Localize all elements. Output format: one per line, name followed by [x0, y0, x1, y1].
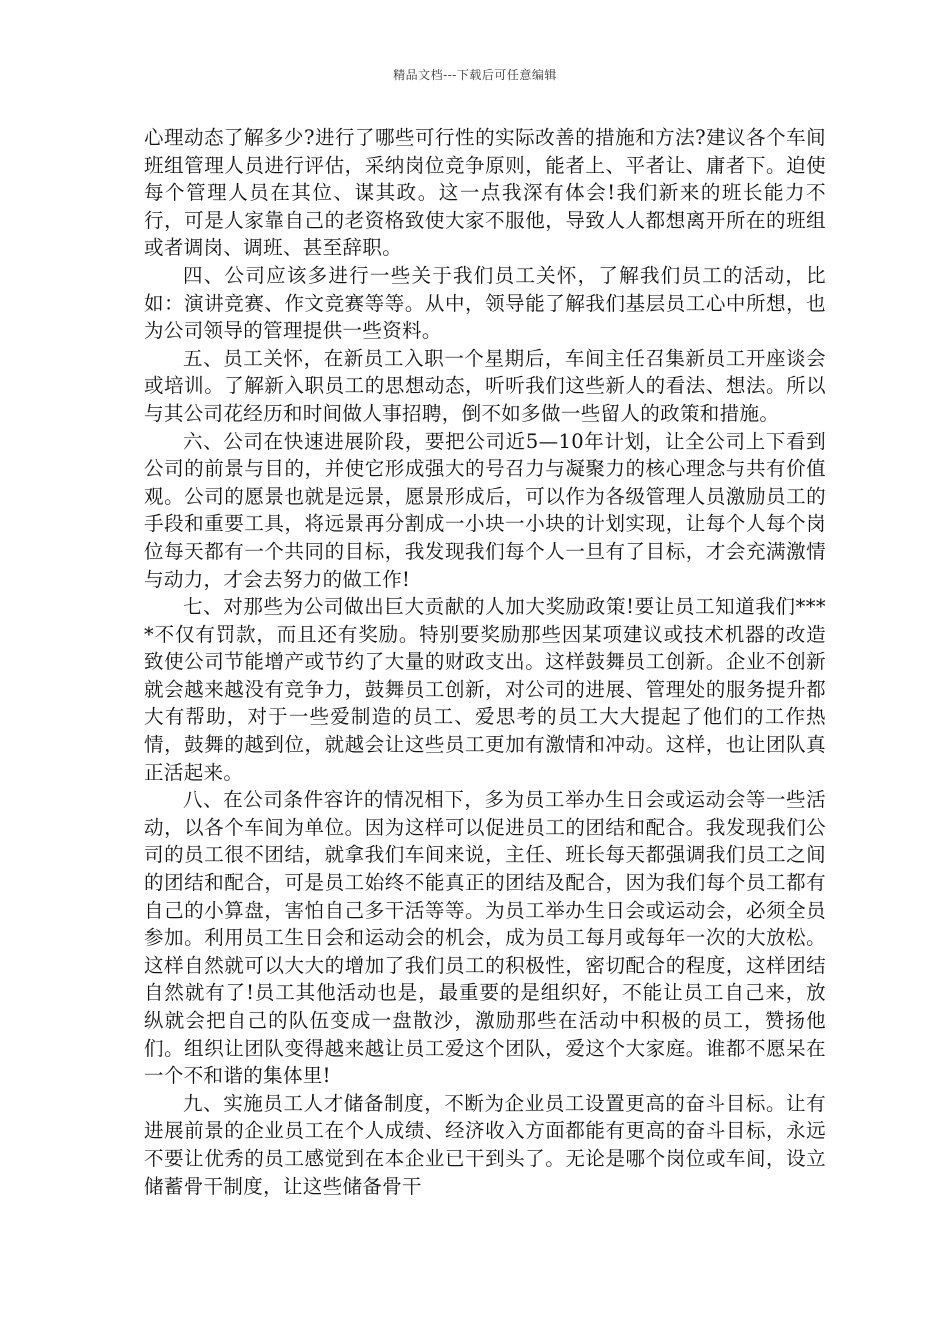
paragraph-continuation: 心理动态了解多少?进行了哪些可行性的实际改善的措施和方法?建议各个车间班组管理人员进行评估，采纳岗位竞争原则，能者上、平者让、庸者下。迫使每个管理人员在其位、谋其政。这一点我深有体会!我们新来的班长能力不行，可是人家靠自己的老资格致使大家不服他，导致人人都想离开所在的班组或者调岗、调班、甚至辞职。	[144, 126, 826, 260]
paragraph-item-5: 五、员工关怀，在新员工入职一个星期后，车间主任召集新员工开座谈会或培训。了解新入职员工的思想动态，听听我们这些新人的看法、想法。所以与其公司花经历和时间做人事招聘，倒不如多做一些留人的政策和措施。	[144, 346, 826, 425]
paragraph-item-8: 八、在公司条件容许的情况相下，多为员工举办生日会或运动会等一些活动，以各个车间为单位。因为这样可以促进员工的团结和配合。我发现我们公司的员工很不团结，就拿我们车间来说，主任、班长每天都强调我们员工之间的团结和配合，可是员工始终不能真正的团结及配合，因为我们每个员工都有自己的小算盘，害怕自己多干活等等。为员工举办生日会或运动会，必须全员参加。利用员工生日会和运动会的机会，成为员工每月或每年一次的大放松。这样自然就可以大大的增加了我们员工的积极性，密切配合的程度，这样团结自然就有了!员工其他活动也是，最重要的是组织好，不能让员工自己来，放纵就会把自己的队伍变成一盘散沙，激励那些在活动中积极的员工，赞扬他们。组织让团队变得越来越让员工爱这个团队，爱这个大家庭。谁都不愿呆在一个不和谐的集体里!	[144, 788, 826, 1088]
paragraph-item-4: 四、公司应该多进行一些关于我们员工关怀，了解我们员工的活动，比如：演讲竞赛、作文竞赛等等。从中，领导能了解我们基层员工心中所想，也为公司领导的管理提供一些资料。	[144, 263, 826, 343]
paragraph-item-7: 七、对那些为公司做出巨大贡献的人加大奖励政策!要让员工知道我们****不仅有罚款，而且还有奖励。特别要奖励那些因某项建议或技术机器的改造致使公司节能增产或节约了大量的财政支出。这样鼓舞员工创新。企业不创新就会越来越没有竞争力，鼓舞员工创新，对公司的进展、管理处的服务提升都大有帮助，对于一些爱制造的员工、爱思考的员工大大提起了他们的工作热情，鼓舞的越到位，就越会让这些员工更加有激情和冲动。这样，也让团队真正活起来。	[144, 595, 826, 784]
page-header: 精品文档---下载后可任意编辑	[393, 68, 557, 82]
paragraph-item-9: 九、实施员工人才储备制度，不断为企业员工设置更高的奋斗目标。让有进展前景的企业员工在个人成绩、经济收入方面都能有更高的奋斗目标，永远不要让优秀的员工感觉到在本企业已干到头了。无论是哪个岗位或车间，设立储蓄骨干制度，让这些储备骨干	[144, 1091, 826, 1198]
document-body	[144, 124, 826, 1200]
paragraph-item-6: 六、公司在快速进展阶段，要把公司近5—10年计划，让全公司上下看到公司的前景与目的，并使它形成强大的号召力与凝聚力的核心理念与共有价值观。公司的愿景也就是远景，愿景形成后，可以作为各级管理人员激励员工的手段和重要工具，将远景再分割成一小块一小块的计划实现，让每个人每个岗位每天都有一个共同的目标，我发现我们每个人一旦有了目标，才会充满激情与动力，才会去努力的做工作!	[144, 429, 826, 591]
